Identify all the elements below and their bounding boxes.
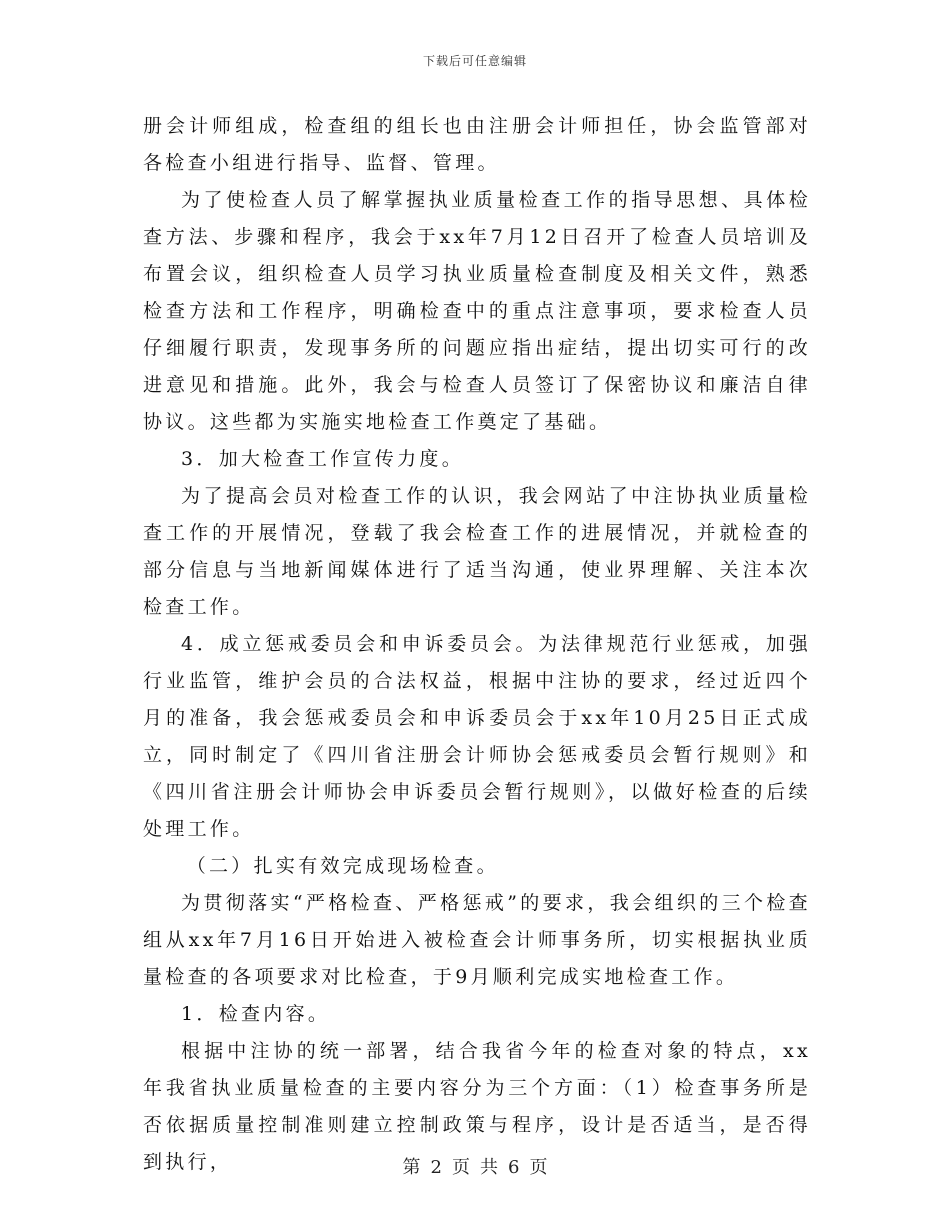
- footer-label-page: 页: [452, 1157, 470, 1178]
- paragraph-training: 为了使检查人员了解掌握执业质量检查工作的指导思想、具体检查方法、步骤和程序，我会于xx年7月12日召开了检查人员培训及布置会议，组织检查人员学习执业质量检查制度及相关文件，熟悉检查方法和工作程序，明确检查中的重点注意事项，要求检查人员仔细履行职责，发现事务所的问题应指出症结，提出切实可行的改进意见和措施。此外，我会与检查人员签订了保密协议和廉洁自律协议。这些都为实施实地检查工作奠定了基础。: [143, 189, 811, 433]
- paragraph-committees: 4．成立惩戒委员会和申诉委员会。为法律规范行业惩戒，加强行业监管，维护会员的合法权益，根据中注协的要求，经过近四个月的准备，我会惩戒委员会和申诉委员会于xx年10月25日正式成立，同时制定了《四川省注册会计师协会惩戒委员会暂行规则》和《四川省注册会计师协会申诉委员会暂行规则》，以做好检查的后续处理工作。: [143, 633, 811, 840]
- paragraph-onsite-inspection: 为贯彻落实“严格检查、严格惩戒”的要求，我会组织的三个检查组从xx年7月16日开始进入被检查会计师事务所，切实根据执业质量检查的各项要求对比检查，于9月顺利完成实地检查工作。: [143, 892, 811, 988]
- paragraph-continuation: 册会计师组成，检查组的组长也由注册会计师担任，协会监管部对各检查小组进行指导、监督、管理。: [143, 115, 811, 174]
- section-heading-3: 3．加大检查工作宣传力度。: [181, 448, 464, 470]
- footer-label-prefix: 第: [402, 1157, 421, 1178]
- total-pages-number: 6: [508, 1157, 520, 1178]
- footer-label-total: 共: [480, 1157, 498, 1178]
- section-heading-2: （二）扎实有效完成现场检查。: [186, 855, 499, 877]
- page-header: 下载后可任意编辑: [422, 54, 527, 68]
- page-footer: [0, 1153, 950, 1179]
- paragraph-inspection-content: 根据中注协的统一部署，结合我省今年的检查对象的特点，xx年我省执业质量检查的主要内容分为三个方面：（1）检查事务所是否依据质量控制准则建立控制政策与程序，设计是否适当，是否得到执行，: [143, 1040, 811, 1173]
- footer-label-suffix: 页: [529, 1157, 548, 1178]
- section-heading-1: 1．检查内容。: [181, 1003, 331, 1025]
- document-body: [143, 108, 811, 1181]
- paragraph-publicity: 为了提高会员对检查工作的认识，我会网站了中注协执业质量检查工作的开展情况，登载了我会检查工作的进展情况，并就检查的部分信息与当地新闻媒体进行了适当沟通，使业界理解、关注本次检查工作。: [143, 485, 811, 618]
- current-page-number: 2: [430, 1157, 442, 1178]
